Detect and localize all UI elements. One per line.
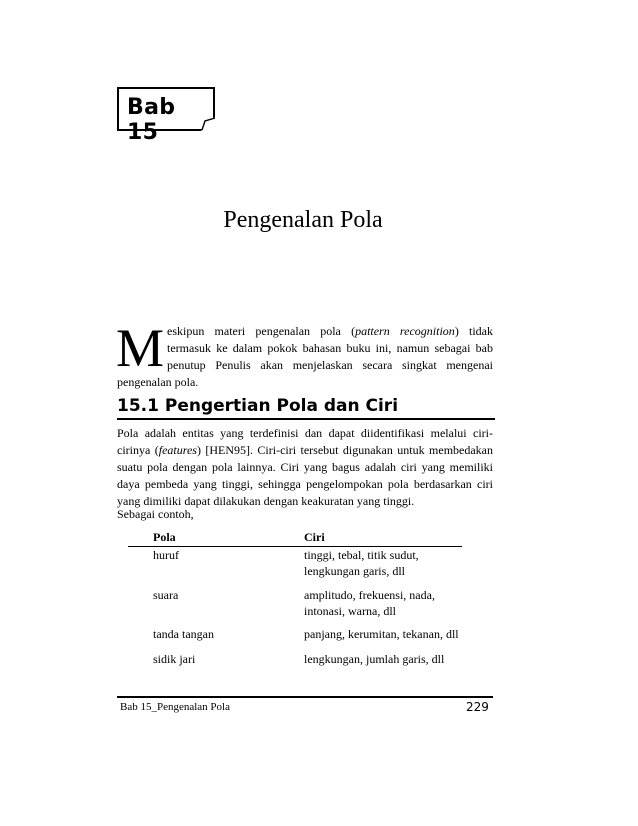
para-text-a: Pola adalah entitas yang terdefinisi dan dapat diidentifikasi melalui ciri-cirinya ( <box>117 426 493 457</box>
row-ciri-line: intonasi, warna, dll <box>304 604 396 618</box>
row-ciri-line: tinggi, tebal, titik sudut, <box>304 548 419 562</box>
section-paragraph <box>117 425 493 510</box>
drop-cap: M <box>116 318 165 378</box>
chapter-title: Pengenalan Pola <box>223 207 383 233</box>
column-header-pola: Pola <box>153 530 176 544</box>
row-ciri-line: amplitudo, frekuensi, nada, <box>304 588 435 602</box>
table-header <box>128 530 462 547</box>
intro-text-a: eskipun materi pengenalan pola ( <box>167 324 356 338</box>
row-ciri-line: lengkungan garis, dll <box>304 564 405 578</box>
example-intro: Sebagai contoh, <box>117 507 194 521</box>
page-curl-icon <box>201 117 215 131</box>
row-pola: sidik jari <box>153 652 196 666</box>
row-pola: huruf <box>153 548 179 562</box>
row-ciri <box>304 626 474 642</box>
intro-text-b: ) tidak termasuk ke dalam pokok bahasan buku ini, namun sebagai bab penutup Penulis akan menjelaskan secara singkat mengenai pengenalan pola. <box>117 324 493 389</box>
footer-divider <box>117 696 493 698</box>
intro-paragraph <box>116 318 493 391</box>
row-ciri <box>304 651 474 667</box>
para-italic-term: features <box>158 443 197 457</box>
row-pola: tanda tangan <box>153 627 214 641</box>
page-number: 229 <box>466 700 489 714</box>
chapter-label-box <box>117 87 215 145</box>
intro-italic-term: pattern recognition <box>355 324 455 338</box>
section-heading: 15.1 Pengertian Pola dan Ciri <box>117 396 495 420</box>
column-header-ciri: Ciri <box>304 530 325 544</box>
row-ciri <box>304 547 474 579</box>
row-ciri <box>304 587 474 619</box>
para-text-b: ) [HEN95]. Ciri-ciri tersebut digunakan untuk membedakan suatu pola dengan pola lainnya. Ciri yang bagus adalah ciri yang memiliki daya pembeda yang tinggi, sehingga pengelompokan pola berdasarkan ciri yang dimiliki dapat dilakukan dengan keakuratan yang tinggi. <box>117 443 494 508</box>
row-pola: suara <box>153 588 179 602</box>
row-ciri-line: lengkungan, jumlah garis, dll <box>304 652 445 666</box>
footer-chapter-title: Bab 15_Pengenalan Pola <box>120 701 230 713</box>
chapter-label: Bab 15 <box>127 95 176 145</box>
row-ciri-line: panjang, kerumitan, tekanan, dll <box>304 627 459 641</box>
